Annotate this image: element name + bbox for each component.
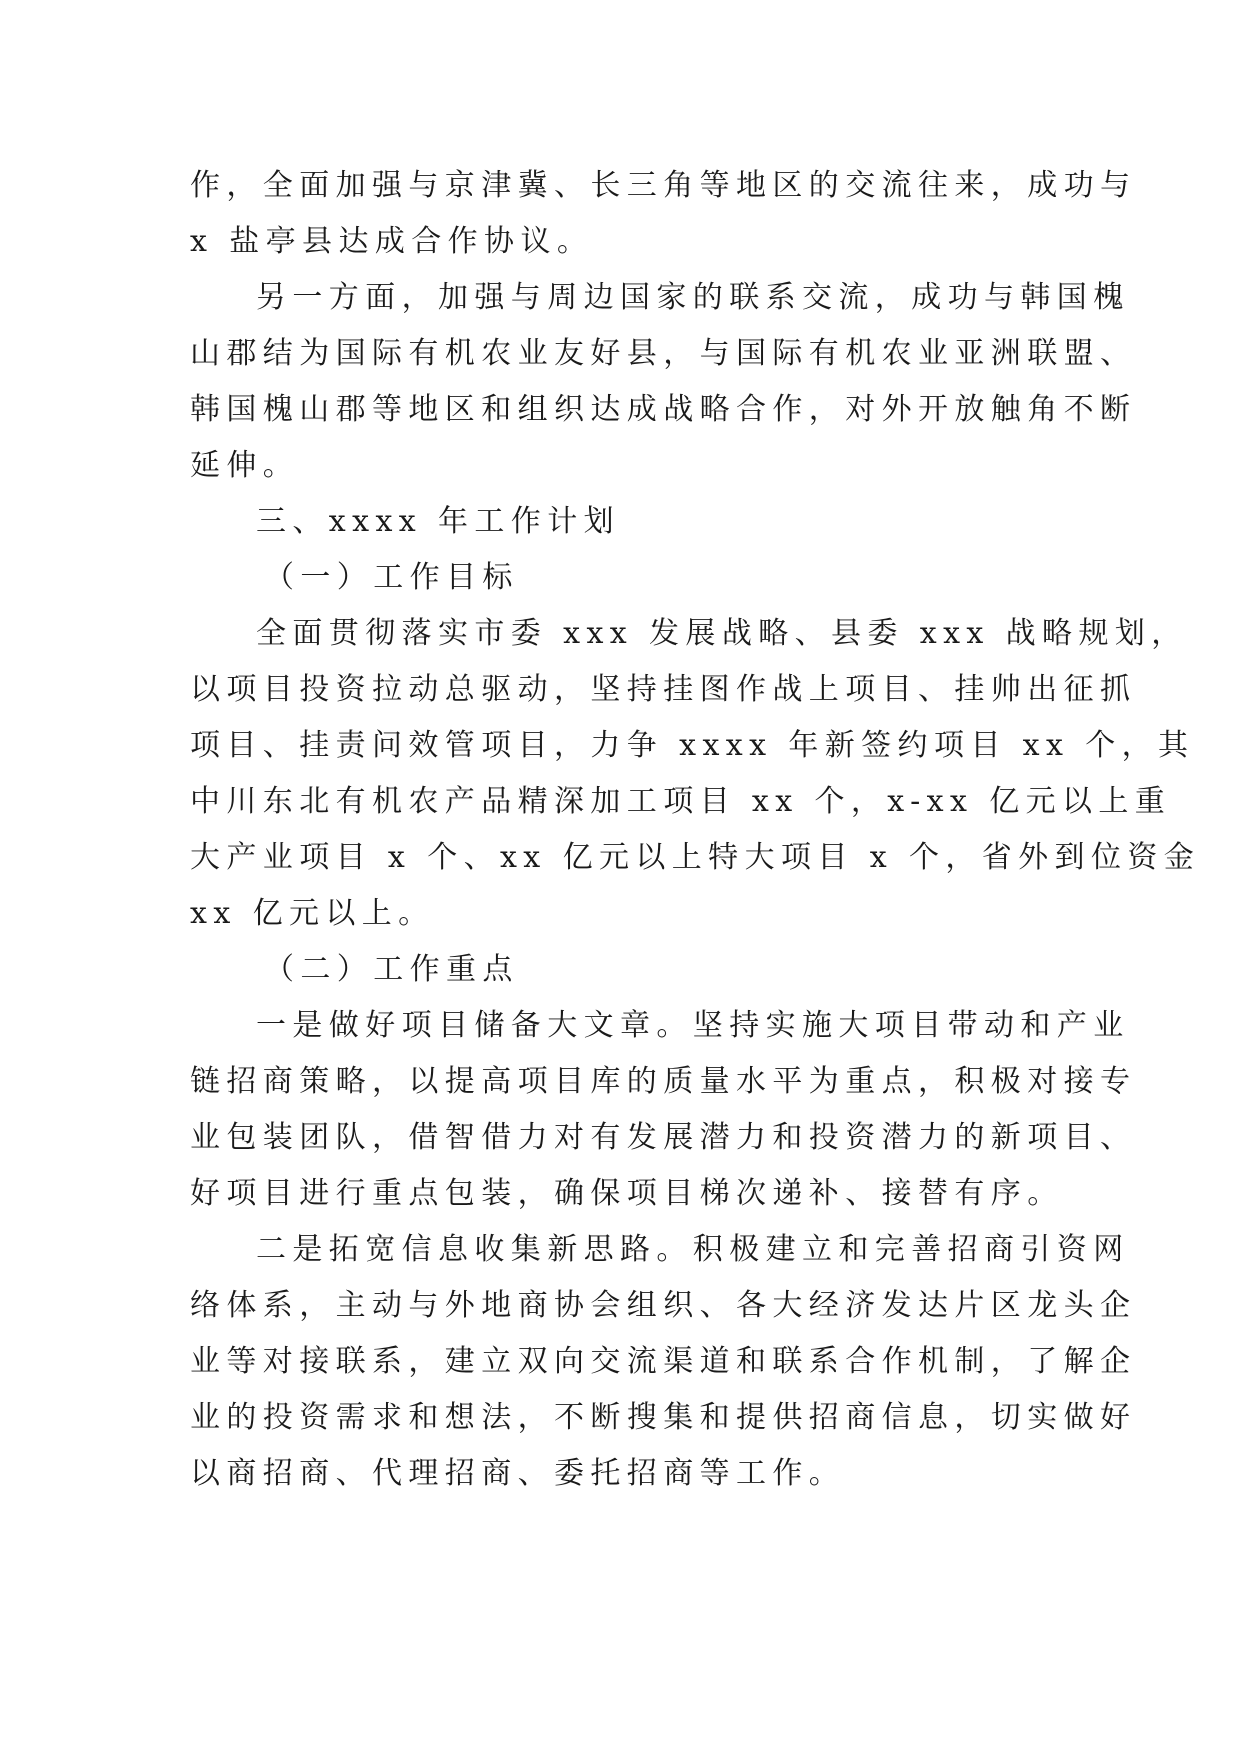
paragraph-line: 业包装团队，借智借力对有发展潜力和投资潜力的新项目、 bbox=[190, 1120, 1137, 1155]
paragraph-line: 项目、挂责问效管项目，力争 xxxx 年新签约项目 xx 个，其 bbox=[190, 728, 1195, 763]
paragraph-line: xx 亿元以上。 bbox=[190, 896, 435, 931]
paragraph-line: 大产业项目 x 个、xx 亿元以上特大项目 x 个，省外到位资金 bbox=[190, 840, 1201, 875]
paragraph-line: 另一方面，加强与周边国家的联系交流，成功与韩国槐 bbox=[256, 280, 1130, 315]
paragraph-line: 业等对接联系，建立双向交流渠道和联系合作机制，了解企 bbox=[190, 1344, 1137, 1379]
paragraph-line: 一是做好项目储备大文章。坚持实施大项目带动和产业 bbox=[256, 1008, 1130, 1043]
paragraph-line: 全面贯彻落实市委 xxx 发展战略、县委 xxx 战略规划， bbox=[256, 616, 1188, 651]
paragraph-line: 二是拓宽信息收集新思路。积极建立和完善招商引资网 bbox=[256, 1232, 1130, 1267]
paragraph-line: 链招商策略，以提高项目库的质量水平为重点，积极对接专 bbox=[190, 1064, 1137, 1099]
paragraph-line: x 盐亭县达成合作协议。 bbox=[190, 224, 594, 259]
paragraph-line: 好项目进行重点包装，确保项目梯次递补、接替有序。 bbox=[190, 1176, 1064, 1211]
paragraph-line: 业的投资需求和想法，不断搜集和提供招商信息，切实做好 bbox=[190, 1400, 1137, 1435]
paragraph-line: 延伸。 bbox=[190, 448, 300, 483]
paragraph-line: 山郡结为国际有机农业友好县，与国际有机农业亚洲联盟、 bbox=[190, 336, 1137, 371]
paragraph-line: 中川东北有机农产品精深加工项目 xx 个，x-xx 亿元以上重 bbox=[190, 784, 1172, 819]
section-heading: 三、xxxx 年工作计划 bbox=[256, 504, 621, 539]
subsection-heading: （二）工作重点 bbox=[264, 952, 519, 987]
paragraph-line: 作，全面加强与京津冀、长三角等地区的交流往来，成功与 bbox=[190, 168, 1137, 203]
paragraph-line: 韩国槐山郡等地区和组织达成战略合作，对外开放触角不断 bbox=[190, 392, 1137, 427]
subsection-heading: （一）工作目标 bbox=[264, 560, 519, 595]
paragraph-line: 以项目投资拉动总驱动，坚持挂图作战上项目、挂帅出征抓 bbox=[190, 672, 1137, 707]
paragraph-line: 络体系，主动与外地商协会组织、各大经济发达片区龙头企 bbox=[190, 1288, 1137, 1323]
paragraph-line: 以商招商、代理招商、委托招商等工作。 bbox=[190, 1456, 846, 1491]
